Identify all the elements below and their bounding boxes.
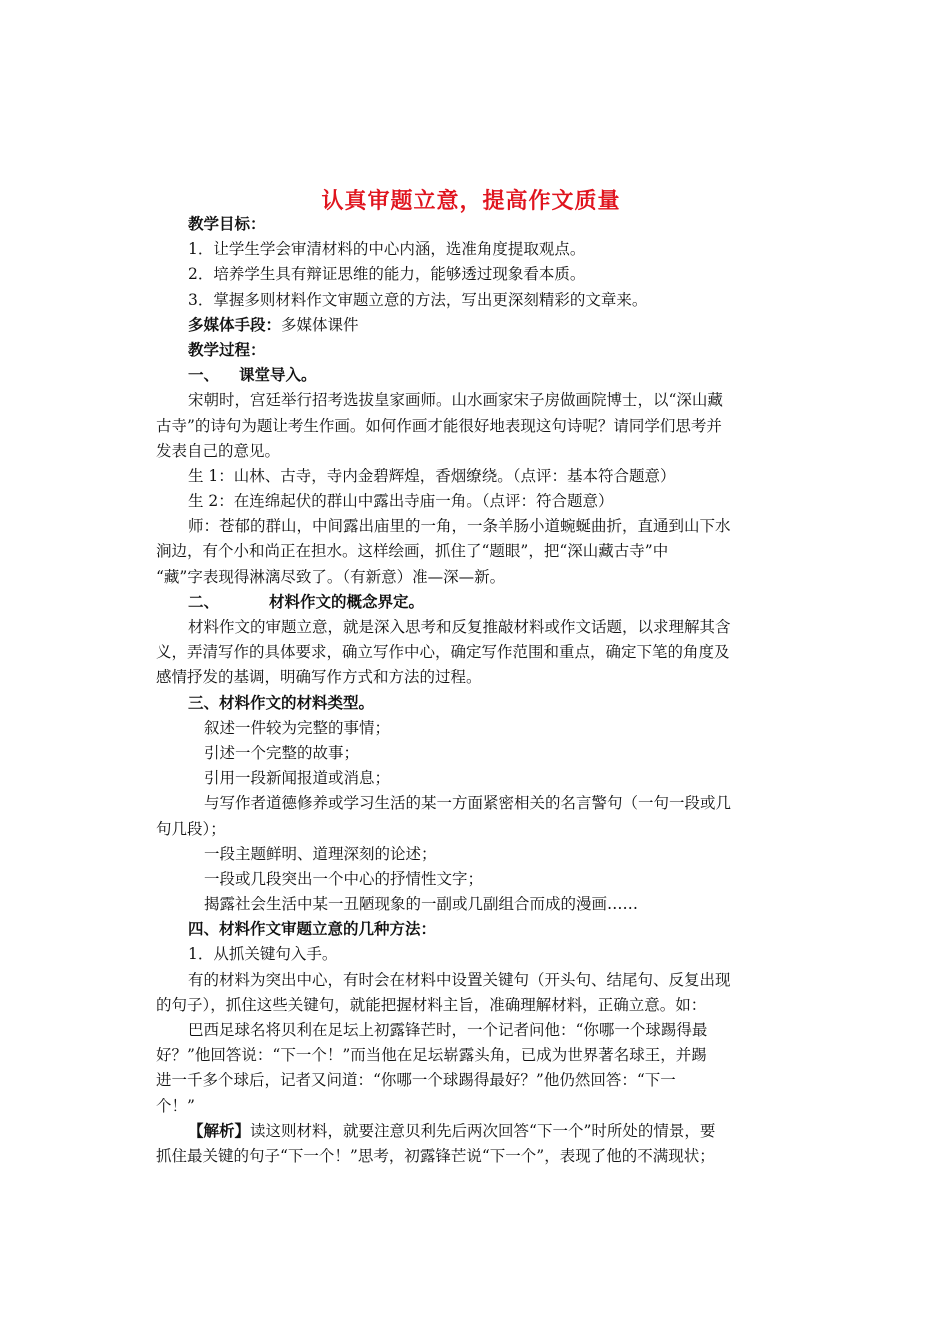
material-type-item: 揭露社会生活中某一丑陋现象的一副或几副组合而成的漫画…… [204,895,639,914]
media-label: 多媒体手段： [188,315,282,334]
objective-item: 1．让学生学会审清材料的中心内涵，选准角度提取观点。 [188,240,586,259]
objectives-heading: 教学目标： [188,215,266,233]
paragraph-line: 发表自己的意见。 [156,441,281,460]
analysis-line [156,1119,784,1144]
paragraph-line: 好？”他回答说：“下一个！”而当他在足坛崭露头角，已成为世界著名球王，并踢 [156,1046,707,1065]
student2-answer: 生 2：在连绵起伏的群山中露出寺庙一角。（点评：符合题意） [188,492,614,511]
paragraph-line: 古寺”的诗句为题让考生作画。如何作画才能很好地表现这句诗呢？请同学们思考并 [156,416,722,435]
material-type-item: 一段主题鲜明、道理深刻的论述； [204,844,437,863]
paragraph-line: 的句子），抓住这些关键句，就能把握材料主旨，准确理解材料，正确立意。如： [156,995,707,1014]
paragraph-line: 感情抒发的基调，明确写作方式和方法的过程。 [156,668,482,687]
section1-number: 一、 [188,366,220,385]
material-type-item: 一段或几段突出一个中心的抒情性文字； [204,869,484,888]
paragraph-line: 个！” [156,1096,195,1115]
paragraph-line: 材料作文的审题立意，就是深入思考和反复推敲材料或作文话题，以求理解其含 [188,618,731,636]
paragraph-line: 涧边，有个小和尚正在担水。这样绘画，抓住了“题眼”，把“深山藏古寺”中 [156,542,669,561]
material-type-item: 引述一个完整的故事； [204,743,360,762]
analysis-text: 读这则材料，就要注意贝利先后两次回答“下一个”时所处的情景，要 [250,1121,716,1140]
student1-answer: 生 1：山林、古寺，寺内金碧辉煌，香烟缭绕。（点评：基本符合题意） [188,466,676,485]
objective-item: 3．掌握多则材料作文审题立意的方法，写出更深刻精彩的文章来。 [188,290,648,309]
section1-title: 课堂导入。 [239,366,317,385]
paragraph-line: 抓住最关键的句子“下一个！”思考，初露锋芒说“下一个”，表现了他的不满现状； [156,1146,715,1165]
paragraph-line: 义，弄清写作的具体要求，确立写作中心，确定写作范围和重点，确定下笔的角度及 [156,643,730,662]
paragraph-line: “藏”字表现得淋漓尽致了。（有新意）准—深—新。 [156,567,506,586]
section1-heading [156,363,784,388]
document-body [156,212,784,1169]
paragraph-line: 有的材料为突出中心，有时会在材料中设置关键句（开头句、结尾句、反复出现 [188,970,731,989]
section3-heading: 三、材料作文的材料类型。 [188,693,375,712]
objective-item: 2．培养学生具有辩证思维的能力，能够透过现象看本质。 [188,265,586,284]
paragraph-line: 进一千多个球后，记者又问道：“你哪一个球踢得最好？”他仍然回答：“下一 [156,1071,676,1090]
document-title: 认真审题立意，提高作文质量 [321,189,621,214]
section2-number: 二、 [188,592,220,611]
section2-heading [156,590,784,615]
method-item: 1．从抓关键句入手。 [188,945,338,964]
paragraph-line: 宋朝时，宫廷举行招考选拔皇家画师。山水画家宋子房做画院博士，以“深山藏 [188,391,723,410]
material-type-item: 与写作者道德修养或学习生活的某一方面紧密相关的名言警句（一句一段或几 [204,794,732,813]
section2-title: 材料作文的概念界定。 [269,592,425,611]
paragraph-line: 师：苍郁的群山，中间露出庙里的一角，一条羊肠小道蜿蜒曲折，直通到山下水 [188,517,731,536]
media-line [156,313,784,338]
material-type-item-cont: 句几段）； [156,819,226,838]
material-type-item: 引用一段新闻报道或消息； [204,769,391,788]
paragraph-line: 巴西足球名将贝利在足坛上初露锋芒时，一个记者问他：“你哪一个球踢得最 [188,1021,708,1039]
process-heading: 教学过程： [188,340,266,359]
media-value: 多媒体课件 [281,315,359,334]
material-type-item: 叙述一件较为完整的事情； [204,718,391,737]
section4-heading: 四、材料作文审题立意的几种方法： [188,920,437,939]
analysis-label: 【解析】 [188,1121,251,1140]
